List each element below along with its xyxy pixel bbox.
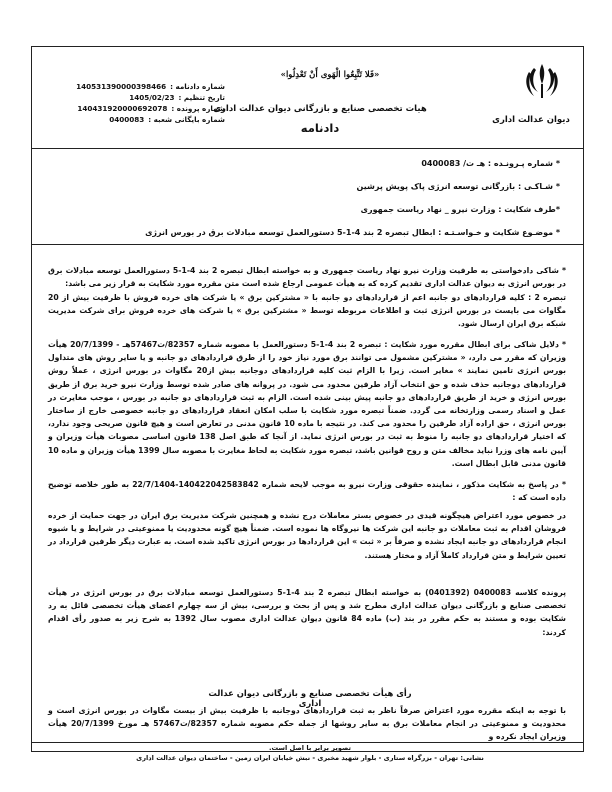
field-complainant: * شـاکـی : بازرگانی توسعه انرژی پاک پویش پرشین [356,182,560,191]
footer-address: نشانی: تهران - بزرگراه ستاری - بلوار شهید مخبری - نبش خیابان ایران زمین - ساختمان دیوان عدالت اداری [136,754,484,762]
meta-case-number [45,103,225,114]
meta-date [45,92,225,103]
paragraph-ministry-response: در خصوص مورد اعتراض هیچگونه قیدی در خصوص بستر معاملات درج نشده و همچنین شرکت مدیریت برق ایران در جهت حمایت از خرده فروشان اقدام به ثبت معاملات دو جانبه این شرکت ها نیروگاه ها نموده است. ضمناً هیچ گونه محدودیت یا ممنوعیتی در شرایط و یا شیوه انجام قراردادهای دو جانبه ایجاد نشده و صرفاً بر « ثبت » این قراردادها در بورس انرژی تاکید شده است. به عبارت دیگر طرفین قرارداد در تعیین شرایط و متن قرارداد کاملاً آزاد و مختار هستند. [48,511,566,560]
paragraph-complaint: * شاکی دادخواستی به طرفیت وزارت نیرو نهاد ریاست جمهوری و به خواسته ابطال تبصره 2 بند 4-1-5 دستورالعمل توسعه مبادلات برق در بورس انرژی به دیوان عدالت اداری تقدیم کرده که به هیأت عمومی ارجاع شده است متن مقرره مورد شکایت به قرار زیر می باشد: [48,266,566,289]
paragraph-case-review: پرونده کلاسه 0400083 (0401392) به خواسته ابطال تبصره 2 بند 4-1-5 دستورالعمل توسعه مبادلات برق در بورس انرژی در هیأت تخصصی صنایع و بازرگانی دیوان عدالت اداری مطرح شد و پس از بحث و بررسی، بیش از سه چهارم اعضای هیأت تخصصی قائل به رد شکایت بوده و مستند به حکم مقرر در بند (ب) ماده 84 قانون دیوان عدالت اداری مصوب سال 1392 به شرح زیر به صدور رأی اقدام کردند: [48,588,566,637]
ruling-heading: رأی هیأت تخصصی صنایع و بازرگانی دیوان عدالت اداری [208,688,412,708]
paragraph-complainant-reasons: * دلایل شاکی برای ابطال مقرره مورد شکایت : تبصره 2 بند 4-1-5 دستورالعمل با مصوبه شماره 82357/ت57467هـ - 20/7/1399 هیأت وزیران که مقرر می دارد، « مشترکین مشمول می توانند برق مورد نیاز خود را از طرق قراردادهای دو جانبه و یا سایر روش های متداول بورس انرژی تامین نمایند » مغایر است. زیرا با الزام ثبت کلیه قراردادهای دوجانبه بیش از20 مگاوات در بورس انرژی ، عملاً روش قراردادهای دوجانبه حذف شده و حق انتخاب آزاد طرفین محدود می شود. در پروانه های صادر شده توسط وزارت نیرو خرید برق از طریق بورس انرژی و خرید از طریق قراردادهای دو جانبه پیش بینی شده است. الزام به ثبت قراردادهای دو جانبه در بورس ، موجب مغایرت در عمل و اسناد رسمی وزارتخانه می گردد. ضمناً تبصره مورد شکایت با سلب امکان انعقاد قراردادهای دو جانبه خصوصی خارج از ساختار بورس انرژی ، حق اراده آزاد طرفین را محدود می کند. در نتیجه با ماده 10 قانون مدنی در تعارض است و هیچ قانون صریحی وجود ندارد، که اختیار قراردادهای دو جانبه را منوط به ثبت در بورس انرژی نماید. از آنجا که طبق اصل 138 قانون اساسی مصوبات هیأت وزیران و آیین نامه های وزرا نباید مخالف متن و روح قوانین باشد، تبصره مورد شکایت به لحاظ مغایرت با مصوبه سال 1399 هیأت وزیران و ماده 10 قانون مدنی قابل ابطال است. [48,340,566,468]
document-title: دادنامه [300,121,340,135]
paragraph-clause-text: تبصره 2 : کلیه قراردادهای دو جانبه اعم از قراردادهای دو جانبه با « مشترکین برق » یا شرکت های خرده فروش با ظرفیت بیش از 20 مگاوات می بایست در بورس انرژی ثبت و اطلاعات مربوطه توسط « مشترکین برق » یا شرکت های خرده فروش برای شرکت مدیریت شبکه برق ایران ارسال شود. [48,293,566,329]
meta-value: 1405/02/23 [129,93,175,102]
meta-label: تاریخ تنظیم : [178,93,225,102]
field-case-number: * شماره پـرونـده : هـ ت/ 0400083 [421,159,560,168]
meta-archive-number [45,114,225,125]
meta-label: شماره پرونده : [171,104,225,113]
footer-divider [31,742,584,743]
meta-value: 140431920000692078 [77,104,168,113]
meta-verdict-number [45,81,225,92]
paragraph-ministry-response-intro: * در پاسخ به شکایت مذکور ، نماینده حقوقی وزارت نیرو به موجب لایحه شماره 140422042583842-22/7/1404 به طور خلاصه توضیح داده است که : [48,480,566,503]
meta-label: شماره بایگانی شعبه : [148,115,225,124]
case-fields [55,152,560,244]
meta-value: 140531390000398466 [76,82,167,91]
field-respondent: *طرف شکایت : وزارت نیرو _ نهاد ریاست جمهوری [360,205,560,214]
paragraph-ruling: با توجه به اینکه مقرره مورد اعتراض صرفاً ناظر به ثبت قراردادهای دوجانبه با ظرفیت بیش از بیست مگاوات در بورس انرژی است و محدودیت و ممنوعیتی در انجام معاملات برق به سایر روشها از جمله حکم مصوبه شماره 82357/ت57467 هـ مورخ 20/7/1399 هیأت وزیران ایجاد نکرده و [48,706,566,742]
court-name: دیوان عدالت اداری [492,115,570,125]
body-divider [31,244,584,245]
header-verse: «فَلا تَتَّبِعُوا الْهَوى أَنْ تَعْدِلُوا» [280,70,380,80]
certified-copy-note: تصویر برابر با اصل است. [269,744,351,752]
document-meta [45,81,225,125]
field-subject: * موضـوع شکایت و خـواسـتـه : ابطال تبصره 2 بند 4-1-5 دستورالعمل توسعه مبادلات برق در بورس انرژی [145,228,560,237]
board-name: هیات تخصصی صنایع و بازرگانی دیوان عدالت اداری [213,104,427,114]
meta-label: شماره دادنامه : [170,82,225,91]
meta-value: 0400083 [109,115,145,124]
iran-emblem-icon [520,60,564,104]
header-divider [31,148,584,149]
